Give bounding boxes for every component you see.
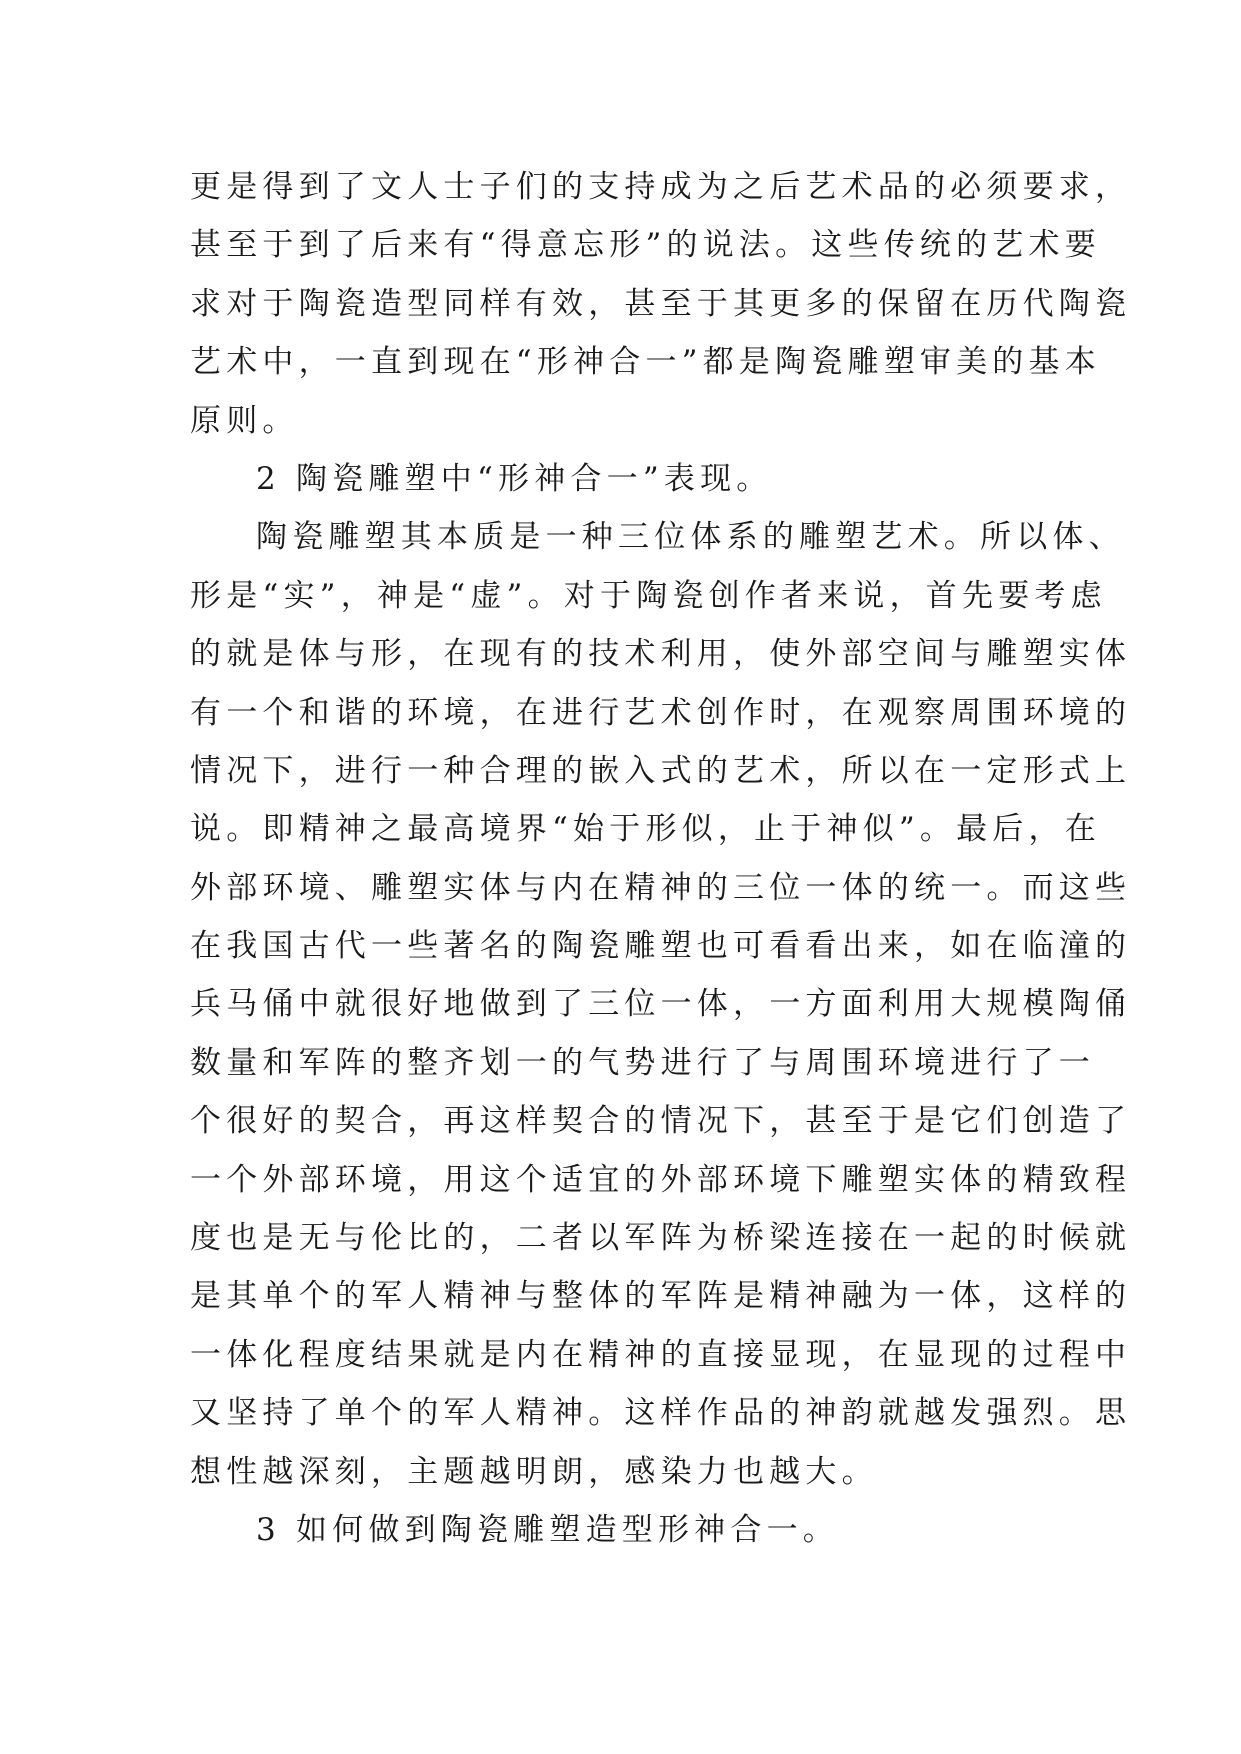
text-line: 更是得到了文人士子们的支持成为之后艺术品的必须要求， <box>190 169 1132 205</box>
text-line: 又坚持了单个的军人精神。这样作品的神韵就越发强烈。思 <box>190 1395 1132 1432</box>
text-line: 在我国古代一些著名的陶瓷雕塑也可看看出来，如在临潼的 <box>190 928 1132 965</box>
text-line: 一个外部环境，用这个适宜的外部环境下雕塑实体的精致程 <box>190 1161 1132 1198</box>
text-line: 原则。 <box>190 402 299 439</box>
text-line: 兵马俑中就很好地做到了三位一体，一方面利用大规模陶俑 <box>190 986 1132 1023</box>
text-line: 艺术中，一直到现在“形神合一”都是陶瓷雕塑审美的基本 <box>190 344 1101 381</box>
text-line: 甚至于到了后来有“得意忘形”的说法。这些传统的艺术要 <box>190 227 1101 264</box>
text-line: 度也是无与伦比的，二者以军阵为桥梁连接在一起的时候就 <box>190 1220 1132 1257</box>
text-line: 想性越深刻，主题越明朗，感染力也越大。 <box>190 1453 878 1490</box>
paragraph-first-line: 3 如何做到陶瓷雕塑造型形神合一。 <box>256 1511 839 1548</box>
text-line: 是其单个的军人精神与整体的军阵是精神融为一体，这样的 <box>190 1278 1132 1315</box>
text-line: 说。即精神之最高境界“始于形似，止于神似”。最后，在 <box>190 811 1101 848</box>
text-line: 数量和军阵的整齐划一的气势进行了与周围环境进行了一 <box>190 1044 1095 1081</box>
text-line: 的就是体与形，在现有的技术利用，使外部空间与雕塑实体 <box>190 636 1132 673</box>
text-line: 一体化程度结果就是内在精神的直接显现，在显现的过程中 <box>190 1336 1132 1373</box>
body-text <box>190 158 1132 1559</box>
text-line: 情况下，进行一种合理的嵌入式的艺术，所以在一定形式上 <box>190 752 1132 789</box>
text-line: 有一个和谐的环境，在进行艺术创作时，在观察周围环境的 <box>190 694 1132 731</box>
text-line: 个很好的契合，再这样契合的情况下，甚至于是它们创造了 <box>190 1103 1132 1140</box>
text-line: 求对于陶瓷造型同样有效，甚至于其更多的保留在历代陶瓷 <box>190 285 1132 322</box>
text-line: 外部环境、雕塑实体与内在精神的三位一体的统一。而这些 <box>190 869 1132 906</box>
paragraph-first-line: 2 陶瓷雕塑中“形神合一”表现。 <box>256 460 773 497</box>
paragraph-first-line: 陶瓷雕塑其本质是一种三位体系的雕塑艺术。所以体、 <box>256 519 1125 556</box>
text-line: 形是“实”，神是“虚”。对于陶瓷创作者来说，首先要考虑 <box>190 577 1107 614</box>
